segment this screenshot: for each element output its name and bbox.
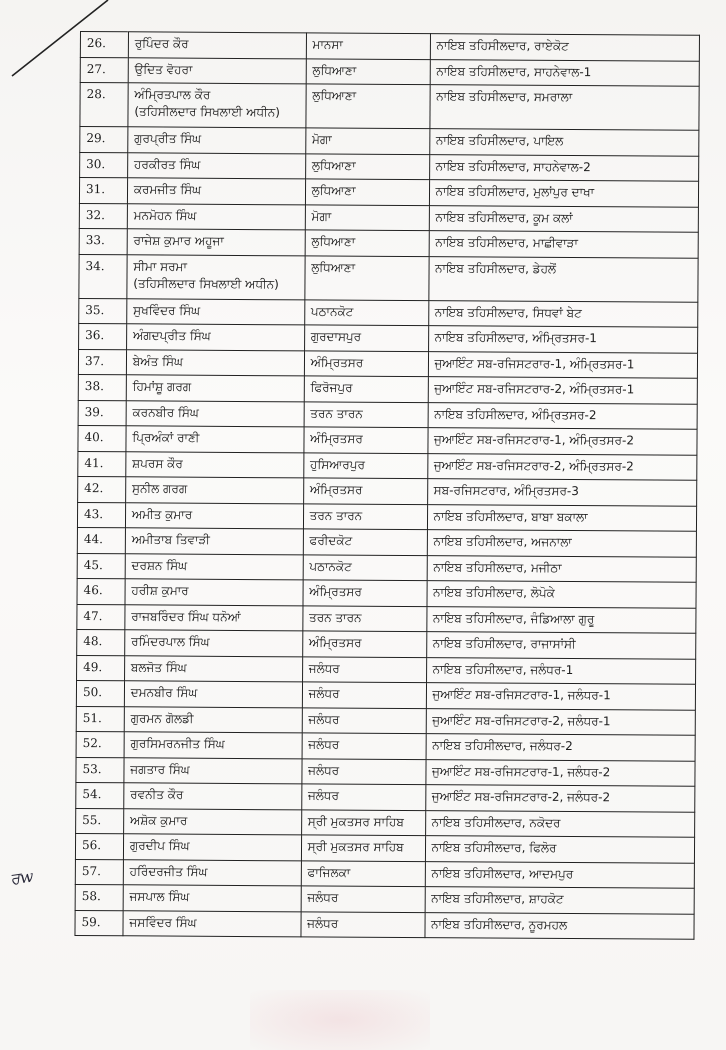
officer-name-cell: [127, 229, 305, 256]
serial-number-cell: 47.: [77, 604, 125, 630]
posting-cell: ਸਬ-ਰਜਿਸਟਰਾਰ, ਅੰਮ੍ਰਿਤਸਰ-3: [427, 479, 697, 506]
district-cell: ਸ੍ਰੀ ਮੁਕਤਸਰ ਸਾਹਿਬ: [301, 809, 425, 835]
table-row: [76, 808, 695, 837]
table-row: [77, 629, 696, 658]
officer-name: ਜਸਵਿੰਦਰ ਸਿੰਘ: [129, 914, 197, 930]
officer-name: ਰਾਜੇਸ਼ ਕੁਮਾਰ ਅਹੂਜਾ: [133, 233, 224, 248]
officer-name: ਜਗਤਾਰ ਸਿੰਘ: [130, 761, 190, 777]
posting-cell: ਜੁਆਇੰਟ ਸਬ-ਰਜਿਸਟਰਾਰ-2, ਅੰਮ੍ਰਿਤਸਰ-1: [428, 377, 698, 404]
serial-number-cell: 40.: [78, 425, 126, 451]
officer-name: ਹਰਿੰਦਰਜੀਤ ਸਿੰਘ: [129, 863, 208, 879]
table-row: [76, 782, 695, 811]
serial-number-cell: 52.: [76, 731, 124, 757]
serial-number-cell: 28.: [80, 83, 128, 127]
district-cell: ਫਿਰੋਜਪੁਰ: [304, 376, 428, 402]
district-cell: ਜਲੰਧਰ: [302, 682, 426, 708]
officer-name: ਸੀਮਾ ਸਰਮਾ: [133, 258, 187, 274]
posting-cell: ਨਾਇਬ ਤਹਿਸੀਲਦਾਰ, ਜਲੰਧਰ-1: [426, 657, 696, 684]
serial-number-cell: 50.: [76, 680, 124, 706]
posting-cell: ਨਾਇਬ ਤਹਿਸੀਲਦਾਰ, ਫਿਲੋਰ: [425, 836, 695, 863]
district-cell: ਫਰੀਦਕੋਟ: [303, 529, 427, 555]
serial-number-cell: 29.: [80, 127, 128, 153]
serial-number-cell: 44.: [77, 527, 125, 553]
table-row: [75, 859, 694, 888]
district-cell: ਅੰਮ੍ਰਿਤਸਰ: [303, 580, 427, 606]
posting-cell: ਨਾਇਬ ਤਹਿਸੀਲਦਾਰ, ਸਮਰਾਲਾ: [429, 85, 699, 131]
posting-cell: ਜੁਆਇੰਟ ਸਬ-ਰਜਿਸਟਰਾਰ-1, ਜਲੰਧਰ-1: [426, 683, 696, 710]
officer-name-cell: [124, 732, 302, 759]
district-cell: ਜਲੰਧਰ: [302, 733, 426, 759]
serial-number-cell: 53.: [76, 757, 124, 783]
district-cell: ਲੁਧਿਆਣਾ: [305, 153, 429, 179]
serial-number-cell: 31.: [79, 178, 127, 204]
officer-name-cell: [126, 400, 304, 427]
serial-number-cell: 38.: [78, 374, 126, 400]
officer-name-cell: [125, 528, 303, 555]
posting-cell: ਨਾਇਬ ਤਹਿਸੀਲਦਾਰ, ਸਾਹਨੇਵਾਲ-2: [429, 154, 699, 181]
district-cell: ਜਲੰਧਰ: [301, 886, 425, 912]
officer-name: ਜਸਪਾਲ ਸਿੰਘ: [129, 889, 190, 904]
table-row: [76, 731, 695, 760]
officer-name: ਅੰਮ੍ਰਿਤਪਾਲ ਕੌਰ: [134, 87, 211, 102]
officer-name-cell: [124, 681, 302, 708]
serial-number-cell: 46.: [77, 578, 125, 604]
district-cell: ਜਲੰਧਰ: [302, 758, 426, 784]
posting-cell: ਜੁਆਇੰਟ ਸਬ-ਰਜਿਸਟਰਾਰ-2, ਜਲੰਧਰ-2: [425, 785, 695, 812]
posting-cell: ਨਾਇਬ ਤਹਿਸੀਲਦਾਰ, ਬਾਬਾ ਬਕਾਲਾ: [427, 504, 697, 531]
table-row: [78, 476, 697, 505]
officer-name: ਸੁਨੀਲ ਗਰਗ: [132, 481, 188, 496]
table-row: [79, 298, 698, 327]
table-row: [75, 910, 694, 939]
officer-name: ਕਰਨਬੀਰ ਸਿੰਘ: [132, 404, 199, 420]
officer-name-cell: [127, 203, 305, 230]
district-cell: ਅੰਮ੍ਰਿਤਸਰ: [304, 427, 428, 453]
officer-name-cell: [127, 254, 305, 299]
officer-name-cell: [128, 83, 306, 128]
officer-name: ਸੁਖਵਿੰਦਰ ਸਿੰਘ: [133, 302, 201, 318]
serial-number-cell: 39.: [78, 400, 126, 426]
officer-name: ਸ਼ਪਰਸ ਕੌਰ: [132, 455, 183, 471]
posting-cell: ਨਾਇਬ ਤਹਿਸੀਲਦਾਰ, ਅੰਮ੍ਰਿਤਸਰ-2: [428, 402, 698, 429]
posting-cell: ਨਾਇਬ ਤਹਿਸੀਲਦਾਰ, ਪਾਇਲ: [429, 129, 699, 156]
posting-cell: ਨਾਇਬ ਤਹਿਸੀਲਦਾਰ, ਸਿਧਵਾਂ ਬੇਟ: [428, 300, 698, 327]
district-cell: ਜਲੰਧਰ: [301, 784, 425, 810]
officer-name-cell: [125, 604, 303, 631]
serial-number-cell: 57.: [75, 859, 123, 885]
officer-name-cell: [123, 910, 301, 937]
officer-name: ਰਮਿੰਦਰਪਾਲ ਸਿੰਘ: [131, 634, 210, 649]
district-cell: ਫਾਜਿਲਕਾ: [301, 860, 425, 886]
officer-note: (ਤਹਿਸੀਲਦਾਰ ਸਿਖਲਾਈ ਅਧੀਨ): [133, 275, 279, 291]
table-row: [80, 152, 699, 181]
officer-name-cell: [127, 178, 305, 205]
district-cell: ਪਠਾਨਕੋਟ: [304, 299, 428, 325]
table-row: [79, 228, 698, 257]
officer-name: ਗੁਰਪ੍ਰੀਤ ਸਿੰਘ: [134, 131, 202, 146]
officer-name-cell: [125, 630, 303, 657]
officer-name: ਹਰੀਸ਼ ਕੁਮਾਰ: [131, 583, 189, 598]
officer-name-cell: [126, 426, 304, 453]
officer-name-cell: [128, 127, 306, 154]
officer-name-cell: [126, 349, 304, 376]
district-cell: ਤਰਨ ਤਾਰਨ: [304, 401, 428, 427]
posting-cell: ਨਾਇਬ ਤਹਿਸੀਲਦਾਰ, ਮਜੀਠਾ: [427, 555, 697, 582]
table-row: [78, 400, 697, 429]
district-cell: ਸ੍ਰੀ ਮੁਕਤਸਰ ਸਾਹਿਬ: [301, 835, 425, 861]
officer-name-cell: [125, 477, 303, 504]
posting-cell: ਜੁਆਇੰਟ ਸਬ-ਰਜਿਸਟਰਾਰ-1, ਜਲੰਧਰ-2: [425, 759, 695, 786]
officer-name: ਅਸ਼ੋਕ ਕੁਮਾਰ: [129, 812, 188, 828]
officer-name: ਪ੍ਰਿਅੰਕਾਂ ਰਾਣੀ: [132, 430, 200, 445]
district-cell: ਜਲੰਧਰ: [301, 911, 425, 937]
table-row: [75, 833, 694, 862]
posting-cell: ਨਾਇਬ ਤਹਿਸੀਲਦਾਰ, ਨਕੋਦਰ: [425, 810, 695, 837]
district-cell: ਗੁਰਦਾਸਪੁਰ: [304, 325, 428, 351]
officer-name-cell: [124, 757, 302, 784]
district-cell: ਲੁਧਿਆਣਾ: [306, 58, 430, 84]
serial-number-cell: 58.: [75, 884, 123, 910]
posting-cell: ਨਾਇਬ ਤਹਿਸੀਲਦਾਰ, ਸਾਹਨੇਵਾਲ-1: [430, 59, 700, 86]
posting-cell: ਨਾਇਬ ਤਹਿਸੀਲਦਾਰ, ਆਦਮਪੁਰ: [425, 861, 695, 888]
posting-cell: ਜੁਆਇੰਟ ਸਬ-ਰਜਿਸਟਰਾਰ-2, ਅੰਮ੍ਰਿਤਸਰ-2: [427, 453, 697, 480]
table-row: [78, 451, 697, 480]
officer-name: ਰਾਜਬਰਿੰਦਰ ਸਿੰਘ ਧਨੋਆਂ: [131, 608, 241, 624]
serial-number-cell: 36.: [79, 323, 127, 349]
table-row: [78, 425, 697, 454]
officer-name-cell: [123, 808, 301, 835]
officer-name-cell: [126, 451, 304, 478]
table-row: [80, 83, 699, 131]
table-row: [76, 680, 695, 709]
serial-number-cell: 56.: [75, 833, 123, 859]
posting-table: [74, 31, 700, 940]
serial-number-cell: 49.: [77, 655, 125, 681]
stamp-shadow: [250, 990, 430, 1050]
district-cell: ਅੰਮ੍ਰਿਤਸਰ: [303, 478, 427, 504]
officer-name: ਮਨਮੋਹਨ ਸਿੰਘ: [133, 207, 197, 223]
officer-name: ਗੁਰਸਿਮਰਨਜੀਤ ਸਿੰਘ: [130, 736, 225, 751]
officer-name: ਰਵਨੀਤ ਕੌਰ: [130, 787, 184, 802]
serial-number-cell: 55.: [76, 808, 124, 834]
officer-name-cell: [125, 553, 303, 580]
serial-number-cell: 30.: [80, 152, 128, 178]
posting-cell: ਨਾਇਬ ਤਹਿਸੀਲਦਾਰ, ਜਲੰਧਰ-2: [426, 734, 696, 761]
posting-cell: ਨਾਇਬ ਤਹਿਸੀਲਦਾਰ, ਨੂਰਮਹਲ: [424, 912, 694, 939]
posting-cell: ਨਾਇਬ ਤਹਿਸੀਲਦਾਰ, ਲੋਪੋਕੇ: [426, 581, 696, 608]
district-cell: ਹੁਸਿਆਰਪੁਰ: [303, 452, 427, 478]
serial-number-cell: 42.: [78, 476, 126, 502]
serial-number-cell: 37.: [78, 349, 126, 375]
officer-name: ਉਦਿਤ ਵੋਹਰਾ: [134, 61, 193, 77]
posting-table-body: [75, 32, 700, 940]
district-cell: ਤਰਨ ਤਾਰਨ: [302, 605, 426, 631]
district-cell: ਲੁਧਿਆਣਾ: [305, 230, 429, 256]
district-cell: ਅੰਮ੍ਰਿਤਸਰ: [304, 350, 428, 376]
officer-name: ਬਲਜੋਤ ਸਿੰਘ: [130, 659, 187, 675]
posting-cell: ਨਾਇਬ ਤਹਿਸੀਲਦਾਰ, ਜੰਡਿਆਲਾ ਗੁਰੂ: [426, 606, 696, 633]
table-row: [79, 203, 698, 232]
table-row: [76, 757, 695, 786]
officer-name-cell: [123, 834, 301, 861]
serial-number-cell: 59.: [75, 910, 123, 936]
officer-name: ਅੰਗਦਪ੍ਰੀਤ ਸਿੰਘ: [132, 328, 211, 343]
posting-cell: ਨਾਇਬ ਤਹਿਸੀਲਦਾਰ, ਸ਼ਾਹਕੋਟ: [425, 887, 695, 914]
serial-number-cell: 32.: [79, 203, 127, 229]
posting-cell: ਨਾਇਬ ਤਹਿਸੀਲਦਾਰ, ਅਜਨਾਲਾ: [427, 530, 697, 557]
serial-number-cell: 35.: [79, 298, 127, 324]
officer-name-cell: [125, 502, 303, 529]
officer-name: ਗੁਰਦੀਪ ਸਿੰਘ: [129, 838, 190, 853]
table-row: [77, 578, 696, 607]
officer-name-cell: [128, 32, 306, 59]
table-row: [77, 655, 696, 684]
table-row: [80, 127, 699, 156]
table-row: [76, 706, 695, 735]
officer-name: ਗੁਰਮਨ ਗੋਲਡੀ: [130, 710, 194, 726]
officer-name-cell: [126, 324, 304, 351]
district-cell: ਜਲੰਧਰ: [302, 707, 426, 733]
officer-name: ਅਮੀਤ ਕੁਮਾਰ: [131, 506, 193, 522]
serial-number-cell: 54.: [76, 782, 124, 808]
officer-name-cell: [124, 706, 302, 733]
table-row: [80, 57, 699, 86]
district-cell: ਅੰਮ੍ਰਿਤਸਰ: [302, 631, 426, 657]
serial-number-cell: 41.: [78, 451, 126, 477]
district-cell: ਮਾਨਸਾ: [306, 33, 430, 59]
serial-number-cell: 27.: [80, 57, 128, 83]
officer-name: ਹਰਕੀਰਤ ਸਿੰਘ: [133, 156, 201, 172]
table-row: [77, 527, 696, 556]
table-row: [77, 553, 696, 582]
officer-name-cell: [127, 152, 305, 179]
district-cell: ਤਰਨ ਤਾਰਨ: [303, 503, 427, 529]
posting-cell: ਨਾਇਬ ਤਹਿਸੀਲਦਾਰ, ਰਾਏਕੋਟ: [430, 34, 700, 61]
serial-number-cell: 45.: [77, 553, 125, 579]
district-cell: ਪਠਾਨਕੋਟ: [303, 554, 427, 580]
table-row: [75, 884, 694, 913]
district-cell: ਲੁਧਿਆਣਾ: [305, 179, 429, 205]
table-row: [77, 604, 696, 633]
table-row: [79, 323, 698, 352]
table-row: [78, 349, 697, 378]
officer-name-cell: [123, 885, 301, 912]
officer-name: ਦਮਨਬੀਰ ਸਿੰਘ: [130, 685, 198, 700]
handwritten-initials: ਰw: [8, 866, 35, 889]
posting-cell: ਨਾਇਬ ਤਹਿਸੀਲਦਾਰ, ਡੇਹਲੋਂ: [428, 256, 698, 302]
table-row: [80, 32, 699, 61]
posting-cell: ਨਾਇਬ ਤਹਿਸੀਲਦਾਰ, ਮਾਛੀਵਾੜਾ: [429, 231, 699, 258]
serial-number-cell: 33.: [79, 228, 127, 254]
district-cell: ਜਲੰਧਰ: [302, 656, 426, 682]
district-cell: ਲੁਧਿਆਣਾ: [306, 84, 430, 129]
officer-name: ਅਮੀਤਾਬ ਤਿਵਾੜੀ: [131, 532, 210, 547]
posting-cell: ਜੁਆਇੰਟ ਸਬ-ਰਜਿਸਟਰਾਰ-1, ਅੰਮ੍ਰਿਤਸਰ-2: [427, 428, 697, 455]
officer-name-cell: [127, 298, 305, 325]
table-row: [78, 374, 697, 403]
posting-cell: ਜੁਆਇੰਟ ਸਬ-ਰਜਿਸਟਰਾਰ-2, ਜਲੰਧਰ-1: [426, 708, 696, 735]
posting-cell: ਨਾਇਬ ਤਹਿਸੀਲਦਾਰ, ਮੁਲਾਂਪੁਰ ਦਾਖਾ: [429, 180, 699, 207]
serial-number-cell: 26.: [80, 32, 128, 58]
serial-number-cell: 51.: [76, 706, 124, 732]
officer-name-cell: [126, 375, 304, 402]
officer-name: ਦਰਸ਼ਨ ਸਿੰਘ: [131, 557, 188, 573]
officer-name-cell: [128, 57, 306, 84]
officer-name: ਕਰਮਜੀਤ ਸਿੰਘ: [133, 182, 202, 197]
table-row: [79, 178, 698, 207]
officer-name: ਰੁਪਿੰਦਰ ਕੌਰ: [134, 36, 189, 51]
officer-name-cell: [123, 859, 301, 886]
table-row: [77, 502, 696, 531]
district-cell: ਮੋਗਾ: [305, 128, 429, 154]
district-cell: ਲੁਧਿਆਣਾ: [305, 255, 429, 300]
district-cell: ਮੋਗਾ: [305, 204, 429, 230]
table-row: [79, 254, 698, 302]
officer-name-cell: [124, 655, 302, 682]
posting-cell: ਨਾਇਬ ਤਹਿਸੀਲਦਾਰ, ਅੰਮ੍ਰਿਤਸਰ-1: [428, 326, 698, 353]
serial-number-cell: 43.: [77, 502, 125, 528]
officer-name: ਬੇਅੰਤ ਸਿੰਘ: [132, 353, 183, 369]
officer-note: (ਤਹਿਸੀਲਦਾਰ ਸਿਖਲਾਈ ਅਧੀਨ): [134, 104, 280, 120]
serial-number-cell: 34.: [79, 254, 127, 298]
posting-cell: ਨਾਇਬ ਤਹਿਸੀਲਦਾਰ, ਰਾਜਾਸਾਂਸੀ: [426, 632, 696, 659]
officer-name-cell: [124, 783, 302, 810]
officer-name-cell: [125, 579, 303, 606]
posting-cell: ਜੁਆਇੰਟ ਸਬ-ਰਜਿਸਟਰਾਰ-1, ਅੰਮ੍ਰਿਤਸਰ-1: [428, 351, 698, 378]
posting-cell: ਨਾਇਬ ਤਹਿਸੀਲਦਾਰ, ਕੂਮ ਕਲਾਂ: [429, 205, 699, 232]
officer-name: ਹਿਮਾਂਸ਼ੂ ਗਰਗ: [132, 379, 192, 394]
serial-number-cell: 48.: [77, 629, 125, 655]
